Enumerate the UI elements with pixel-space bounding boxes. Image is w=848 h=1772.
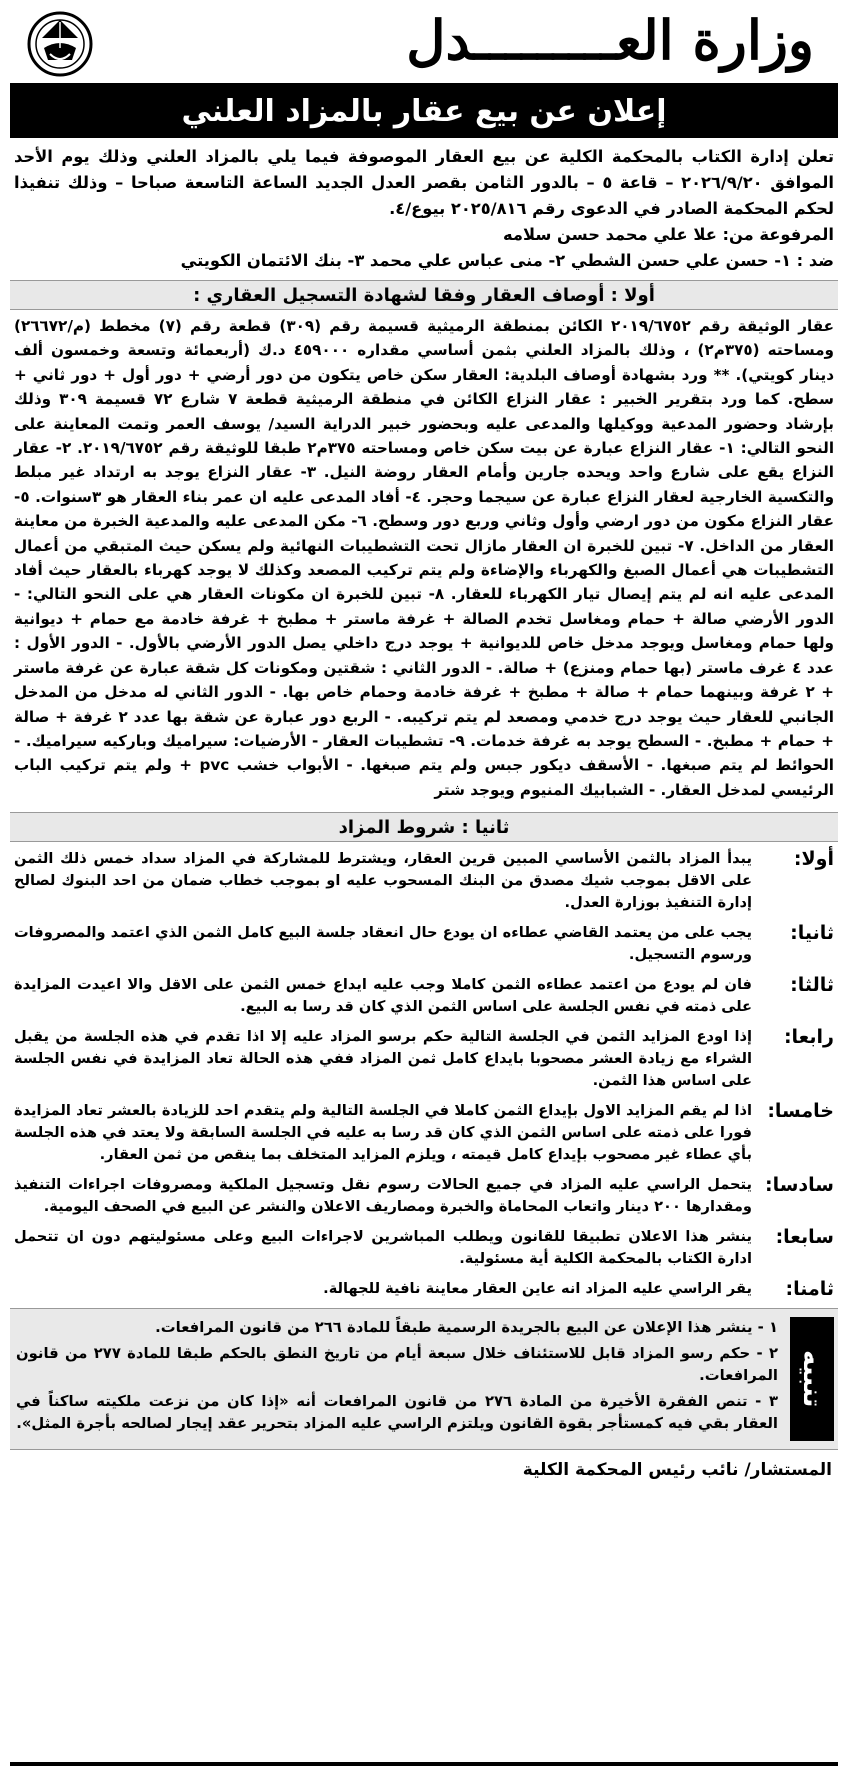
condition-text: إذا اودع المزايد الثمن في الجلسة التالية حكم برسو المزاد عليه إلا اذا تقدم في هذه الجلسة من يقبل الشراء مع زيادة العشر مصحوبا بايداع كامل ثمن المزاد ففي هذه الحالة تعاد المزايدة في نفس الجلسة على اساس هذا الثمن. — [14, 1028, 752, 1090]
property-description-text: عقار الوثيقة رقم ٢٠١٩/٦٧٥٢ الكائن بمنطقة الرميثية قسيمة رقم (٣٠٩) قطعة رقم (٧) مخطط (م/٢٦٦٧٢) ومساحته (٣٧٥م٢) ، وذلك بالمزاد العلني بثمن أساسي مقداره ٤٥٩٠٠٠ د.ك (أربعمائة وتسعة وخمسون ألف دينار كويتي). ** ورد بشهادة أوصاف البلدية: العقار سكن خاص يتكون من دور أرضي + دور أول + دور ثاني + سطح. كما ورد بتقرير الخبير : عقار النزاع الكائن في منطقة الرميثية قطعة ٧ شارع ٧٢ قسيمة ٣٠٩ وذلك بإرشاد وحضور المدعية ووكيلها والمدعى عليه وبحضور خبير الدراية السيد/ يوسف العمر وتمت المعاينة على النحو التالي: ١- عقار النزاع عبارة عن بيت سكن خاص ومساحته ٣٧٥م٢ طبقا للوثيقة رقم ٢٠١٩/٦٧٥٢. ٢- عقار النزاع يقع على شارع واحد ويحده جارين وأمام العقار روضة النيل. ٣- عقار النزاع يوجد به ارتداد غير مبلط والتكسية الخارجية لعقار النزاع عبارة عن سيجما وحجر. ٤- أفاد المدعى عليه ان عمر بناء العقار هو ٣سنوات. ٥- عقار النزاع مكون من دور ارضي وأول وثاني وربع دور وسطح. ٦- مكن المدعى عليه والمدعية الخبرة من معاينة العقار من الداخل. ٧- تبين للخبرة ان العقار مازال تحت التشطيبات النهائية ولم يسكن حيث المتبقي من أعمال التشطيبات هي أعمال الصبغ والكهرباء والإضاءة ولم يتم تركيب المصعد وكذلك لا يوجد كهرباء بالعقار حيث أفاد المدعى عليه انه لم يتم إيصال تيار الكهرباء للعقار. ٨- تبين للخبرة ان مكونات العقار هي على النحو التالي: - الدور الأرضي صالة + حمام ومغاسل تخدم الصالة + غرفة ماستر + مطبخ + غرفة خادمة مع حمام + ديوانية ولها حمام ومغاسل ويوجد مدخل خاص للديوانية + يوجد درج داخلي يصل الدور الأرضي بالأول. - الدور الأول : عدد ٤ غرف ماستر (بها حمام ومنزع) + صالة. - الدور الثاني : شقتين ومكونات كل شقة عبارة عن غرفة ماستر + ٢ غرفة وبينهما حمام + صالة + مطبخ + غرفة خادمة وحمام خاص بها. - الدور الثاني له مدخل من المدخل الجانبي للعقار حيث يوجد درج خدمي ومصعد لم يتم تركيبه. - الربع دور عبارة عن شقة بها عدد ٢ غرفة + صالة + حمام + مطبخ. - السطح يوجد به غرفة خدمات. ٩- تشطيبات العقار - الأرضيات: سيراميك وباركيه سيراميك. - الحوائط لم يتم صبغها. - الأسقف ديكور جبس ولم يتم صبغها. - الأبواب خشب pvc + ولم يتم تركيب الباب الرئيسي لمدخل العقار. - الشبابيك المنيوم ويوجد شتر — [14, 317, 835, 799]
intro-paragraph: تعلن إدارة الكتاب بالمحكمة الكلية عن بيع العقار الموصوفة فيما يلي بالمزاد العلني وذلك يوم الأحد الموافق ٢٠٢٦/٩/٢٠ – قاعة ٥ – بالدور الثامن بقصر العدل الجديد الساعة التاسعة صباحا – وذلك تنفيذا لحكم المحكمة الصادر في الدعوى رقم ٢٠٢٥/٨١٦ بيوع/٤. — [14, 147, 834, 218]
condition-item — [14, 1226, 834, 1270]
condition-item — [14, 1278, 834, 1300]
condition-label: ثالثا: — [790, 974, 834, 997]
notice-item: ٢ - حكم رسو المزاد قابل للاستئناف خلال سبعة أيام من تاريخ النطق بالحكم طبقا للمادة ٢٧٧ من قانون المرافعات. — [16, 1345, 778, 1385]
notice-item: ٣ - تنص الفقرة الأخيرة من المادة ٢٧٦ من قانون المرافعات أنه «إذا كان من نزعت ملكيته ساكناً في العقار بقي فيه كمستأجر بقوة القانون ويلتزم الراسي عليه المزاد بتحرير عقد إيجار لصالحه بأجرة المثل». — [16, 1393, 778, 1433]
auction-conditions-list — [10, 842, 838, 1300]
notice-box — [10, 1308, 838, 1450]
property-description-heading: أولا : أوصاف العقار وفقا لشهادة التسجيل العقاري : — [10, 280, 838, 310]
condition-item — [14, 922, 834, 966]
notice-item: ١ - ينشر هذا الإعلان عن البيع بالجريدة الرسمية طبقاً للمادة ٢٦٦ من قانون المرافعات. — [155, 1319, 778, 1337]
signature-line: المستشار/ نائب رئيس المحكمة الكلية — [522, 1460, 832, 1481]
condition-item — [14, 1100, 834, 1166]
condition-label: خامسا: — [767, 1100, 834, 1123]
announcement-banner: إعلان عن بيع عقار بالمزاد العلني — [10, 86, 838, 138]
condition-text: يتحمل الراسي عليه المزاد في جميع الحالات رسوم نقل وتسجيل الملكية ومصروفات اجراءات التنفيذ ومقدارها ٢٠٠ دينار واتعاب المحاماة والخبرة ومصاريف الاعلان والنشر عن البيع في الصحف اليومية. — [14, 1176, 752, 1216]
condition-label: ثامنا: — [785, 1278, 834, 1301]
condition-text: يبدأ المزاد بالثمن الأساسي المبين قرين العقار، ويشترط للمشاركة في المزاد سداد خمس ذلك الثمن على الاقل بموجب شيك مصدق من البنك المسحوب عليه او بموجب خطاب ضمان من احد البنوك لصالح إدارة التنفيذ بوزارة العدل. — [14, 850, 752, 912]
condition-item — [14, 848, 834, 914]
condition-label: سابعا: — [775, 1226, 834, 1249]
condition-label: أولا: — [793, 848, 834, 871]
intro-block — [10, 138, 838, 274]
condition-label: رابعا: — [783, 1026, 834, 1049]
condition-item — [14, 1026, 834, 1092]
bottom-divider — [10, 1762, 838, 1766]
condition-item — [14, 974, 834, 1018]
notice-tab-label: تنبيه — [790, 1317, 834, 1441]
auction-conditions-heading: ثانيا : شروط المزاد — [10, 812, 838, 842]
ministry-title: وزارة العـــــــــدل — [406, 8, 814, 72]
condition-label: ثانيا: — [790, 922, 834, 945]
condition-item — [14, 1174, 834, 1218]
plaintiff-line: المرفوعة من: علا علي محمد حسن سلامه — [503, 225, 834, 244]
state-emblem-icon — [26, 8, 94, 80]
condition-label: سادسا: — [765, 1174, 834, 1197]
defendants-line: ضد : ١- حسن علي حسن الشطي ٢- منى عباس علي محمد ٣- بنك الائتمان الكويتي — [180, 251, 834, 270]
condition-text: يجب على من يعتمد القاضي عطاءه ان يودع حال انعقاد جلسة البيع كامل الثمن الذي اعتمد والمصروفات ورسوم التسجيل. — [14, 924, 752, 964]
condition-text: اذا لم يقم المزايد الاول بإيداع الثمن كاملا في الجلسة التالية ولم يتقدم احد للزيادة بالعشر تعاد المزايدة فورا على ذمته على اساس الثمن الذي كان قد رسا به عليه في الجلسة السابقة ولا يعتد في هذه الجلسة بأي عطاء غير مصحوب بإيداع كامل قيمته ، ويلزم المزايد المتخلف بما ينقص من ثمن العقار. — [14, 1102, 752, 1164]
masthead — [10, 0, 838, 86]
condition-text: ينشر هذا الاعلان تطبيقا للقانون ويطلب المباشرين لاجراءات البيع وعلى مسئوليتهم دون ان تتحمل ادارة الكتاب بالمحكمة الكلية أية مسئولية. — [14, 1228, 752, 1268]
condition-text: فان لم يودع من اعتمد عطاءه الثمن كاملا وجب عليه ايداع خمس الثمن على الاقل والا اعيدت المزايدة على ذمته في نفس الجلسة على اساس الثمن الذي كان قد رسا به البيع. — [14, 976, 752, 1016]
condition-text: يقر الراسي عليه المزاد انه عاين العقار معاينة نافية للجهالة. — [323, 1280, 752, 1298]
